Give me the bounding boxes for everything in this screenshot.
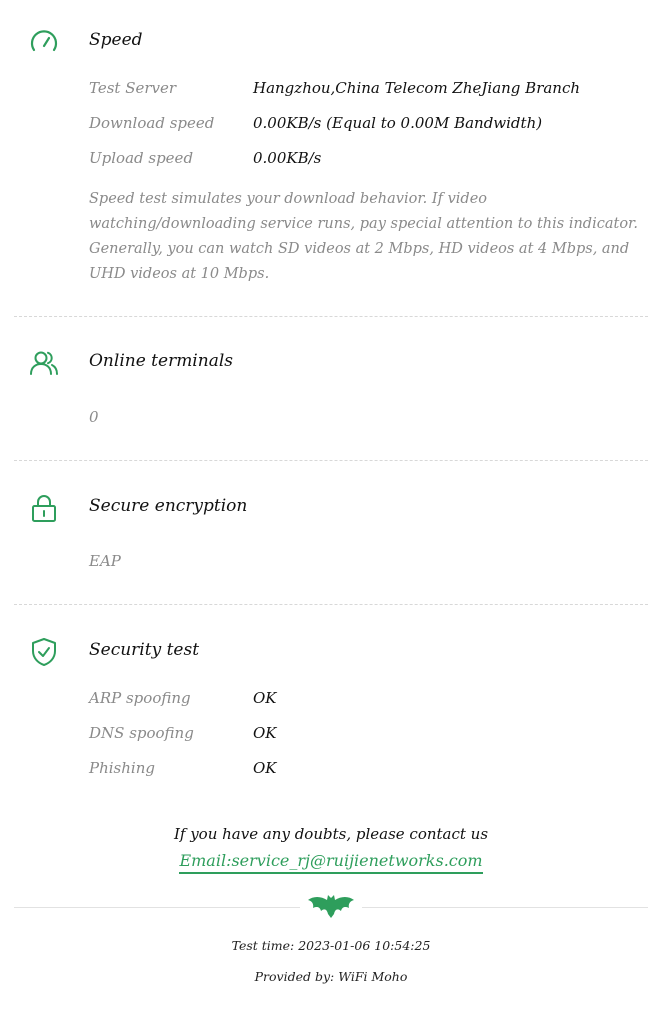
arp-spoofing-value: OK — [253, 689, 277, 707]
arp-spoofing-row — [89, 689, 649, 711]
download-speed-label: Download speed — [89, 114, 215, 132]
dns-spoofing-value: OK — [253, 724, 277, 742]
phishing-value: OK — [253, 759, 277, 777]
upload-speed-row — [89, 149, 649, 171]
encryption-title: Secure encryption — [89, 496, 248, 516]
upload-speed-label: Upload speed — [89, 149, 194, 167]
download-speed-value: 0.00KB/s (Equal to 0.00M Bandwidth) — [253, 114, 543, 132]
phishing-label: Phishing — [89, 759, 155, 777]
footer-divider-right — [362, 907, 648, 908]
test-time: Test time: 2023-01-06 10:54:25 — [231, 938, 431, 953]
dns-spoofing-row — [89, 724, 649, 746]
download-speed-row — [89, 114, 649, 136]
speed-title: Speed — [89, 30, 143, 50]
test-server-row — [89, 79, 649, 101]
encryption-value: EAP — [89, 552, 121, 570]
terminals-count: 0 — [89, 408, 99, 426]
provided-by: Provided by: WiFi Moho — [254, 969, 408, 984]
dns-spoofing-label: DNS spoofing — [89, 724, 194, 742]
contact-prompt: If you have any doubts, please contact us — [173, 825, 489, 843]
shield-check-icon — [28, 636, 60, 668]
footer-divider-left — [14, 907, 300, 908]
test-server-value: Hangzhou,China Telecom ZheJiang Branch — [253, 79, 581, 97]
bat-logo-icon — [307, 892, 355, 920]
contact-email-link[interactable]: Email:service_rj@ruijienetworks.com — [179, 851, 483, 874]
lock-icon — [28, 492, 60, 524]
upload-speed-value: 0.00KB/s — [253, 149, 322, 167]
users-icon — [28, 347, 60, 379]
phishing-row — [89, 759, 649, 781]
terminals-title: Online terminals — [89, 351, 233, 371]
test-server-label: Test Server — [89, 79, 177, 97]
speedometer-icon — [28, 26, 60, 58]
security-title: Security test — [89, 640, 200, 660]
section-divider — [14, 460, 648, 461]
arp-spoofing-label: ARP spoofing — [89, 689, 191, 707]
section-divider — [14, 316, 648, 317]
speed-description: Speed test simulates your download behavior. If video watching/downloading service runs, pay special attention to this indicator. Generally, you can watch SD videos at 2 Mbps, HD videos at 4 Mbps, and UHD videos at 10 Mbps. — [89, 191, 638, 282]
section-divider — [14, 604, 648, 605]
